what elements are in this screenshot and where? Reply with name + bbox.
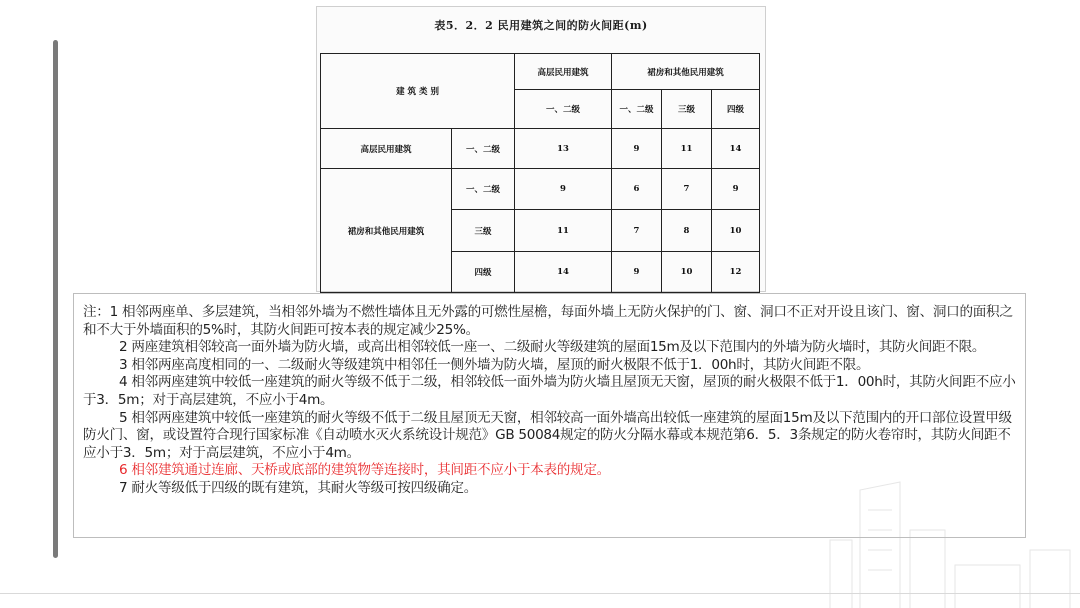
row-grade: 一、二级 xyxy=(452,169,515,210)
row-category: 裙房和其他民用建筑 xyxy=(321,169,452,293)
sub-grade-4: 四级 xyxy=(712,90,760,128)
table-cell: 11 xyxy=(515,209,612,252)
table-row xyxy=(321,169,760,210)
row-grade: 三级 xyxy=(452,209,515,252)
row-grade: 四级 xyxy=(452,252,515,293)
left-accent-bar xyxy=(53,40,58,558)
header-highrise: 高层民用建筑 xyxy=(515,54,612,90)
table-title: 表5．2．2 民用建筑之间的防火间距(m) xyxy=(434,19,648,32)
table-cell: 13 xyxy=(515,128,612,169)
table-cell: 9 xyxy=(612,252,662,293)
table-cell: 9 xyxy=(515,169,612,210)
sub-highrise-grade: 一、二级 xyxy=(515,90,612,128)
table-cell: 14 xyxy=(712,128,760,169)
sub-grade-12: 一、二级 xyxy=(612,90,662,128)
table-scan-image xyxy=(316,6,766,292)
row-grade: 一、二级 xyxy=(452,128,515,169)
sub-grade-3: 三级 xyxy=(662,90,712,128)
bottom-divider xyxy=(0,593,1080,594)
table-cell: 9 xyxy=(712,169,760,210)
table-cell: 10 xyxy=(662,252,712,293)
header-category: 建 筑 类 别 xyxy=(321,54,515,129)
table-cell: 6 xyxy=(612,169,662,210)
table-cell: 10 xyxy=(712,209,760,252)
row-category: 高层民用建筑 xyxy=(321,128,452,169)
note-5: 5 相邻两座建筑中较低一座建筑的耐火等级不低于二级且屋顶无天窗，相邻较高一面外墙高出较低一座建筑的屋面15m及以下范围内的开口部位设置甲级防火门、窗，或设置符合现行国家标准《自动喷水灭火系统设计规范》GB 50084规定的防火分隔水幕或本规范第6．5．3条规定的防火卷帘时，其防火间距不应小于3．5m；对于高层建筑，不应小于4m。 xyxy=(83,409,1012,461)
header-podium: 裙房和其他民用建筑 xyxy=(612,54,760,90)
note-4: 4 相邻两座建筑中较低一座建筑的耐火等级不低于二级，相邻较低一面外墙为防火墙且屋顶无天窗，屋顶的耐火极限不低于1．00h时，其防火间距不应小于3．5m；对于高层建筑，不应小于4m。 xyxy=(83,374,1016,408)
table-cell: 14 xyxy=(515,252,612,293)
table-row xyxy=(321,128,760,169)
note-2: 2 两座建筑相邻较高一面外墙为防火墙，或高出相邻较低一座一、二级耐火等级建筑的屋面15m及以下范围内的外墙为防火墙时，其防火间距不限。 xyxy=(119,339,986,356)
table-cell: 12 xyxy=(712,252,760,293)
fire-distance-table xyxy=(320,53,760,293)
table-cell: 7 xyxy=(612,209,662,252)
note-1: 注：1 相邻两座单、多层建筑，当相邻外墙为不燃性墙体且无外露的可燃性屋檐，每面外墙上无防火保护的门、窗、洞口不正对开设且该门、窗、洞口的面积之和不大于外墙面积的5%时，其防火间距可按本表的规定减少25%。 xyxy=(83,304,1013,338)
table-cell: 11 xyxy=(662,128,712,169)
table-cell: 8 xyxy=(662,209,712,252)
notes-box xyxy=(73,293,1026,538)
note-3: 3 相邻两座高度相同的一、二级耐火等级建筑中相邻任一侧外墙为防火墙，屋顶的耐火极限不低于1．00h时，其防火间距不限。 xyxy=(119,356,870,373)
note-6-highlighted: 6 相邻建筑通过连廊、天桥或底部的建筑物等连接时，其间距不应小于本表的规定。 xyxy=(119,462,610,479)
note-7: 7 耐火等级低于四级的既有建筑，其耐火等级可按四级确定。 xyxy=(119,479,478,496)
table-cell: 9 xyxy=(612,128,662,169)
table-cell: 7 xyxy=(662,169,712,210)
